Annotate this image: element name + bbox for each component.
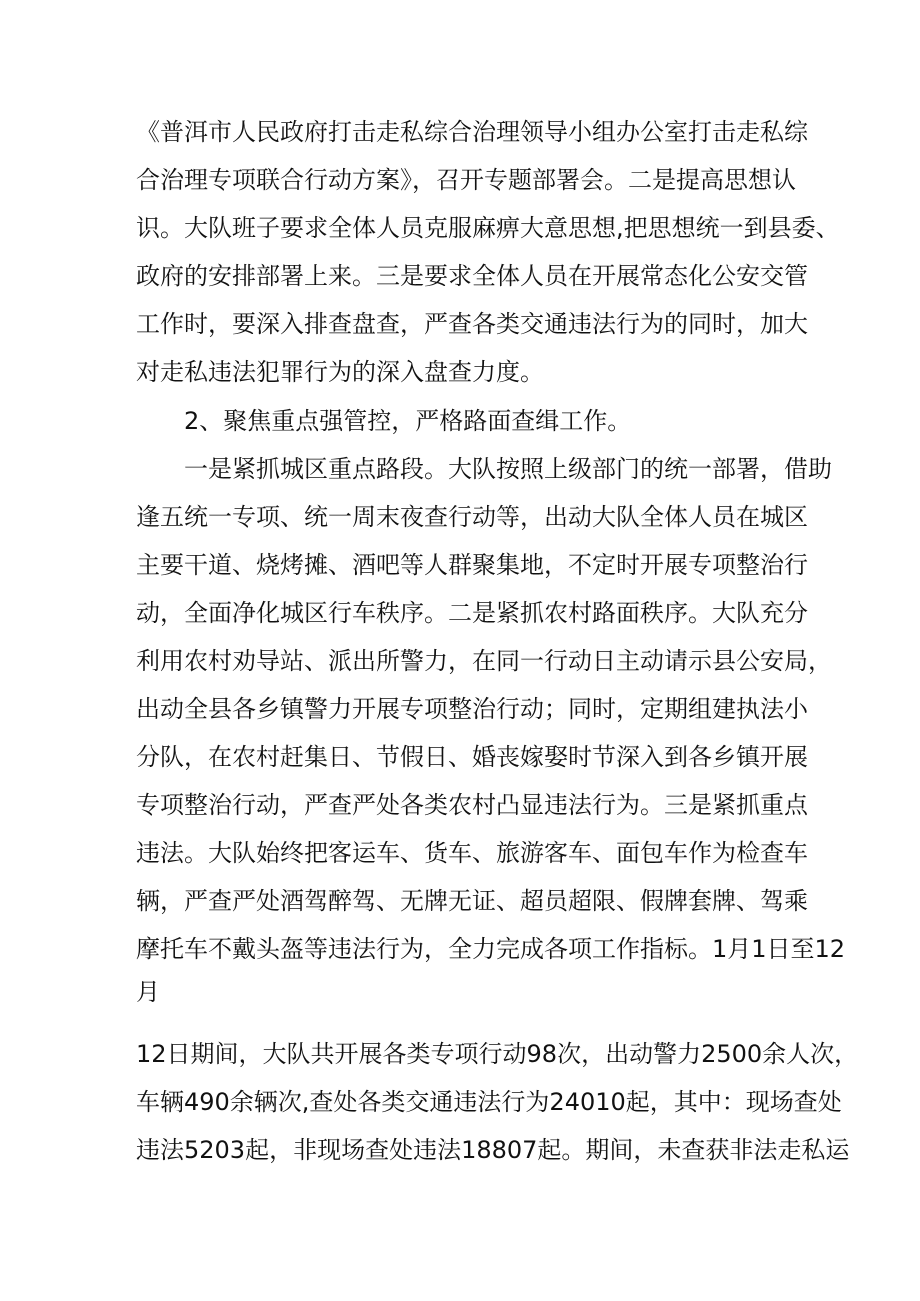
text-line: 分队，在农村赶集日、节假日、婚丧嫁娶时节深入到各乡镇开展	[136, 743, 808, 771]
text-line: 《普洱市人民政府打击走私综合治理领导小组办公室打击走私综	[136, 118, 808, 146]
text-line: 逢五统一专项、统一周末夜查行动等，出动大队全体人员在城区	[136, 503, 808, 531]
text-line: 摩托车不戴头盔等违法行为，全力完成各项工作指标。1月1日至12	[136, 935, 846, 963]
text-line: 工作时，要深入排查盘查，严查各类交通违法行为的同时，加大	[136, 310, 808, 338]
text-line: 辆，严查严处酒驾醉驾、无牌无证、超员超限、假牌套牌、驾乘	[136, 887, 808, 915]
text-line: 识。大队班子要求全体人员克服麻痹大意思想,把思想统一到县委、	[136, 214, 840, 242]
text-line: 专项整治行动，严查严处各类农村凸显违法行为。三是紧抓重点	[136, 791, 808, 819]
text-line: 月	[136, 978, 160, 1006]
text-line: 主要干道、烧烤摊、酒吧等人群聚集地，不定时开展专项整治行	[136, 551, 808, 579]
text-line: 12日期间，大队共开展各类专项行动98次，出动警力2500余人次，	[136, 1040, 859, 1068]
text-line: 一是紧抓城区重点路段。大队按照上级部门的统一部署，借助	[184, 455, 832, 483]
text-line: 车辆490余辆次,查处各类交通违法行为24010起，其中：现场查处	[136, 1088, 842, 1116]
text-line: 动，全面净化城区行车秩序。二是紧抓农村路面秩序。大队充分	[136, 599, 808, 627]
text-line: 违法。大队始终把客运车、货车、旅游客车、面包车作为检查车	[136, 839, 808, 867]
text-line: 利用农村劝导站、派出所警力，在同一行动日主动请示县公安局，	[136, 647, 832, 675]
text-line: 对走私违法犯罪行为的深入盘查力度。	[136, 358, 544, 386]
text-line: 合治理专项联合行动方案》，召开专题部署会。二是提高思想认	[136, 166, 796, 194]
text-line: 政府的安排部署上来。三是要求全体人员在开展常态化公安交管	[136, 262, 808, 290]
section-heading: 2、聚焦重点强管控，严格路面查缉工作。	[184, 407, 632, 435]
text-line: 出动全县各乡镇警力开展专项整治行动；同时，定期组建执法小	[136, 695, 808, 723]
text-line: 违法5203起，非现场查处违法18807起。期间，未查获非法走私运	[136, 1136, 850, 1164]
